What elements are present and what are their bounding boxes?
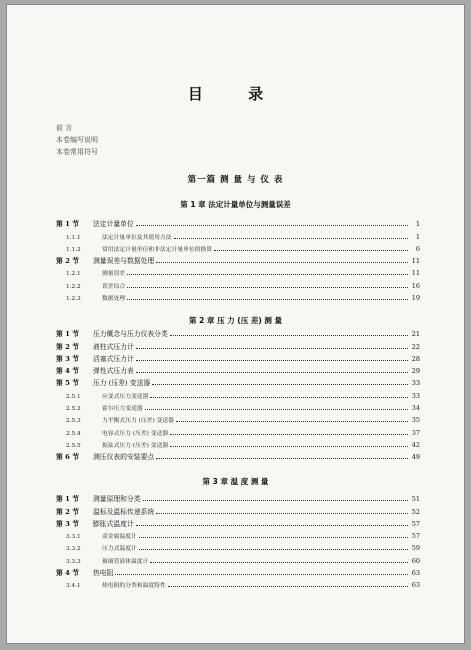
chapter-title: 第 2 章 压 力 (压 差) 测 量: [189, 316, 282, 325]
toc-section-entry[interactable]: [56, 375, 420, 387]
toc-subsection-entry[interactable]: [56, 290, 420, 302]
dot-leader: [136, 360, 408, 361]
toc-subsection-entry[interactable]: [56, 577, 420, 589]
entry-label: 电容式压力 (压差) 变送器: [102, 430, 169, 437]
front-matter-list: [56, 122, 98, 158]
dot-leader: [170, 434, 408, 435]
entry-number: 3.3.2: [66, 546, 81, 553]
dot-leader: [136, 525, 408, 526]
dot-leader: [170, 335, 408, 336]
entry-page-number: 1: [415, 220, 420, 229]
entry-label: 常用法定计量单位和非法定计量单位的换算: [102, 246, 213, 253]
entry-label: 热电阻的分类和温度特性: [102, 583, 166, 590]
entry-number: 第 5 节: [56, 379, 80, 388]
dot-leader: [156, 458, 408, 459]
toc-section-entry[interactable]: [56, 516, 420, 528]
entry-number: 2.5.5: [66, 442, 81, 449]
entry-number: 2.5.2: [66, 406, 81, 413]
toc-section: [56, 491, 420, 589]
entry-number: 2.5.3: [66, 418, 81, 425]
entry-page-number: 16: [411, 281, 420, 290]
entry-label: 压力概念与压力仪表分类: [93, 330, 168, 339]
entry-page-number: 52: [411, 507, 420, 516]
entry-number: 第 4 节: [56, 569, 80, 578]
entry-page-number: 35: [411, 416, 420, 425]
toc-section-entry[interactable]: [56, 565, 420, 577]
toc-subsection-entry[interactable]: [56, 241, 420, 253]
entry-page-number: 63: [411, 581, 420, 590]
entry-label: 测量误差: [102, 271, 126, 278]
toc-subsection-entry[interactable]: [56, 552, 420, 564]
front-matter-item[interactable]: 本卷编写说明: [56, 136, 98, 144]
entry-label: 双金属温度计: [102, 534, 137, 541]
entry-label: 测压仪表的安装要点: [93, 453, 155, 462]
dot-leader: [136, 225, 408, 226]
dot-leader: [214, 250, 408, 251]
toc-section-entry[interactable]: [56, 363, 420, 375]
dot-leader: [115, 574, 408, 575]
toc-subsection-entry[interactable]: [56, 400, 420, 412]
entry-number: 第 2 节: [56, 507, 80, 516]
entry-page-number: 6: [415, 244, 420, 253]
toc-subsection-entry[interactable]: [56, 277, 420, 289]
toc-section-entry[interactable]: [56, 503, 420, 515]
entry-page-number: 49: [411, 453, 420, 462]
entry-number: 第 2 节: [56, 257, 80, 266]
dot-leader: [145, 409, 408, 410]
entry-number: 1.2.2: [66, 283, 81, 290]
entry-page-number: 60: [411, 556, 420, 565]
entry-label: 膨胀式温度计: [93, 519, 134, 528]
entry-label: 压力 (压差) 变送器: [93, 379, 151, 388]
entry-label: 法定计量单位及其使用方法: [102, 234, 172, 241]
entry-label: 应变式压力变送器: [102, 393, 149, 400]
toc-section-entry[interactable]: [56, 253, 420, 265]
dot-leader: [127, 274, 408, 275]
dot-leader: [156, 262, 408, 263]
dot-leader: [127, 287, 408, 288]
toc-section-entry[interactable]: [56, 216, 420, 228]
entry-page-number: 59: [411, 544, 420, 553]
entry-label: 液柱式压力计: [93, 342, 134, 351]
toc-section-entry[interactable]: [56, 449, 420, 461]
toc-section-entry[interactable]: [56, 338, 420, 350]
entry-label: 力平衡式压力 (压差) 变送器: [102, 418, 174, 425]
entry-page-number: 22: [411, 342, 420, 351]
dot-leader: [150, 397, 408, 398]
entry-page-number: 63: [411, 569, 420, 578]
entry-label: 法定计量单位: [93, 220, 134, 229]
part-title: 第一篇 测 量 与 仪 表: [187, 175, 284, 185]
entry-label: 热电阻: [93, 569, 114, 578]
entry-page-number: 21: [411, 330, 420, 339]
entry-number: 1.1.1: [66, 234, 81, 241]
entry-label: 弹性式压力表: [93, 367, 134, 376]
dot-leader: [168, 586, 408, 587]
entry-number: 3.4.1: [66, 583, 81, 590]
toc-subsection-entry[interactable]: [56, 437, 420, 449]
entry-number: 第 1 节: [56, 220, 80, 229]
entry-label: 活塞式压力计: [93, 354, 134, 363]
entry-number: 1.1.2: [66, 246, 81, 253]
entry-number: 第 1 节: [56, 330, 80, 339]
entry-page-number: 34: [411, 404, 420, 413]
entry-label: 误差综合: [102, 283, 126, 290]
dot-leader: [136, 348, 408, 349]
entry-label: 压力式温度计: [102, 546, 137, 553]
dot-leader: [170, 446, 408, 447]
document-page: [6, 4, 465, 644]
toc-subsection-entry[interactable]: [56, 228, 420, 240]
entry-label: 玻璃管液体温度计: [102, 558, 149, 565]
toc-subsection-entry[interactable]: [56, 424, 420, 436]
toc-subsection-entry[interactable]: [56, 265, 420, 277]
entry-number: 第 6 节: [56, 453, 80, 462]
entry-page-number: 29: [411, 367, 420, 376]
dot-leader: [139, 537, 408, 538]
toc-section-entry[interactable]: [56, 326, 420, 338]
entry-page-number: 57: [411, 532, 420, 541]
entry-label: 测量误差与数据处理: [93, 257, 155, 266]
entry-page-number: 57: [411, 519, 420, 528]
dot-leader: [176, 421, 408, 422]
entry-page-number: 42: [411, 440, 420, 449]
entry-label: 数据处理: [102, 296, 126, 303]
entry-page-number: 33: [411, 379, 420, 388]
entry-number: 2.5.1: [66, 393, 81, 400]
entry-page-number: 11: [411, 269, 420, 278]
entry-number: 1.2.3: [66, 296, 81, 303]
entry-page-number: 28: [411, 354, 420, 363]
dot-leader: [150, 562, 408, 563]
entry-number: 第 2 节: [56, 342, 80, 351]
toc-subsection-entry[interactable]: [56, 387, 420, 399]
entry-label: 测量原理和分类: [93, 495, 141, 504]
toc-subsection-entry[interactable]: [56, 540, 420, 552]
entry-page-number: 19: [411, 294, 420, 303]
entry-number: 2.5.4: [66, 430, 81, 437]
dot-leader: [139, 549, 408, 550]
toc-section-entry[interactable]: [56, 351, 420, 363]
chapter-title: 第 3 章 温 度 测 量: [202, 477, 269, 486]
page-title: 目 录: [187, 85, 284, 103]
entry-number: 3.3.1: [66, 534, 81, 541]
dot-leader: [174, 238, 408, 239]
entry-number: 第 3 节: [56, 519, 80, 528]
entry-page-number: 37: [411, 428, 420, 437]
entry-label: 霍尔压力变送器: [102, 406, 143, 413]
toc-section: [56, 326, 420, 461]
entry-number: 3.3.3: [66, 558, 81, 565]
entry-page-number: 1: [415, 232, 420, 241]
entry-number: 1.2.1: [66, 271, 81, 278]
front-matter-item[interactable]: 本卷常用符号: [56, 148, 98, 156]
entry-number: 第 4 节: [56, 367, 80, 376]
entry-number: 第 1 节: [56, 495, 80, 504]
toc-subsection-entry[interactable]: [56, 412, 420, 424]
entry-label: 振弦式压力 (压差) 变送器: [102, 442, 169, 449]
front-matter-item[interactable]: 前 言: [56, 124, 73, 132]
toc-section-entry[interactable]: [56, 491, 420, 503]
entry-page-number: 51: [411, 495, 420, 504]
dot-leader: [152, 384, 408, 385]
entry-number: 第 3 节: [56, 354, 80, 363]
toc-section: [56, 216, 420, 302]
dot-leader: [127, 299, 408, 300]
toc-subsection-entry[interactable]: [56, 528, 420, 540]
chapter-title: 第 1 章 法定计量单位与测量误差: [180, 200, 291, 209]
dot-leader: [156, 513, 408, 514]
entry-page-number: 33: [411, 391, 420, 400]
dot-leader: [143, 500, 408, 501]
dot-leader: [136, 372, 408, 373]
entry-page-number: 11: [411, 257, 420, 266]
entry-label: 温标及温标传递系统: [93, 507, 155, 516]
